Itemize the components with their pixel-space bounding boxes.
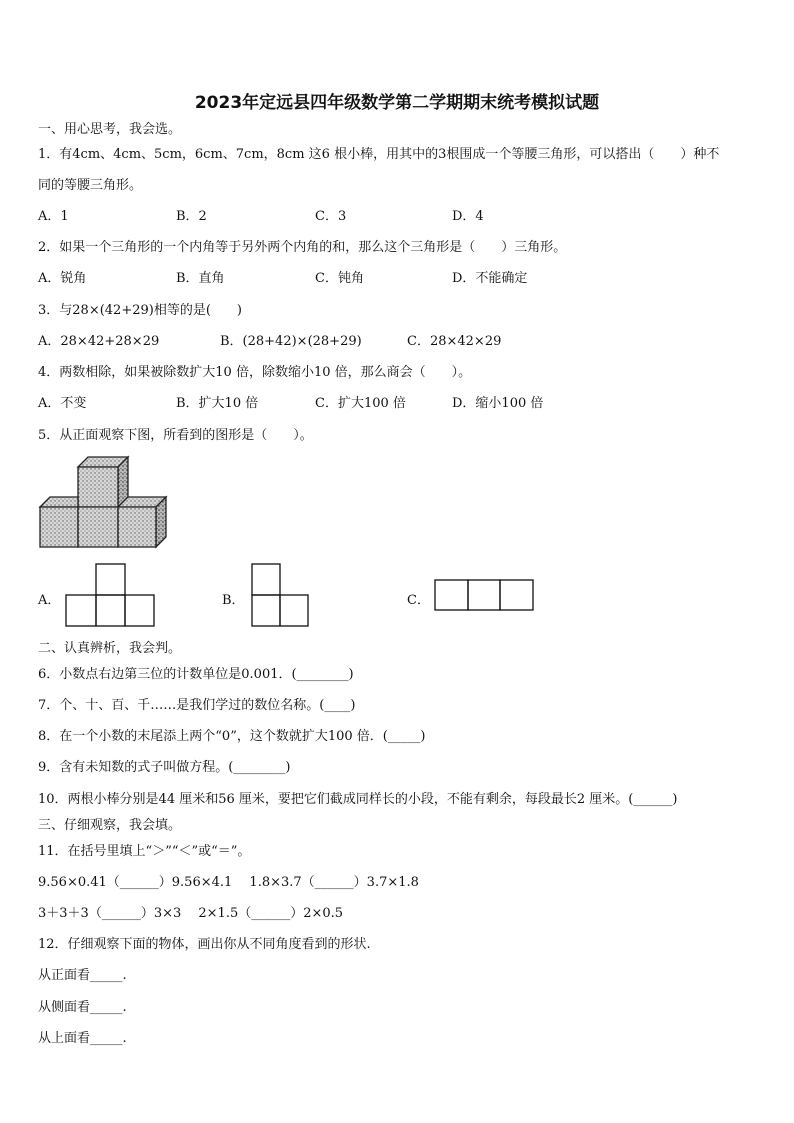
q4-option-c: C．扩大100 倍 bbox=[315, 396, 406, 411]
question-12: 12．仔细观察下面的物体，画出你从不同角度看到的形状. bbox=[38, 937, 371, 952]
page-title: 2023年定远县四年级数学第二学期期末统考模拟试题 bbox=[194, 93, 600, 113]
section-1-heading: 一、用心思考，我会选。 bbox=[38, 122, 182, 137]
q2-option-d: D．不能确定 bbox=[452, 271, 528, 286]
question-12-top: 从上面看_____. bbox=[38, 1031, 127, 1046]
question-6: 6．小数点右边第三位的计数单位是0.001．(________) bbox=[38, 667, 354, 682]
q5-option-c-figure bbox=[433, 578, 535, 612]
q5-option-a-label: A． bbox=[38, 593, 61, 608]
q2-option-b: B．直角 bbox=[176, 271, 225, 286]
q5-option-c-label: C． bbox=[407, 593, 430, 608]
q5-option-a-figure bbox=[64, 562, 156, 628]
section-3-heading: 三、仔细观察，我会填。 bbox=[38, 818, 182, 833]
question-12-front: 从正面看_____. bbox=[38, 968, 127, 983]
question-9: 9．含有未知数的式子叫做方程。(________) bbox=[38, 760, 291, 775]
q1-option-a: A．1 bbox=[38, 209, 69, 224]
question-11: 11．在括号里填上“＞”“＜”或“＝”。 bbox=[38, 844, 251, 859]
q2-option-a: A．锐角 bbox=[38, 271, 87, 286]
question-3: 3．与28×(42+29)相等的是( ) bbox=[38, 303, 242, 318]
question-10: 10．两根小棒分别是44 厘米和56 厘米，要把它们截成同样长的小段，不能有剩余，每段最长2 厘米。(______) bbox=[38, 792, 678, 807]
question-7: 7．个、十、百、千……是我们学过的数位名称。(____) bbox=[38, 698, 356, 713]
question-4: 4．两数相除，如果被除数扩大10 倍，除数缩小10 倍，那么商会（ ）。 bbox=[38, 365, 472, 380]
question-2: 2．如果一个三角形的一个内角等于另外两个内角的和，那么这个三角形是（ ）三角形。 bbox=[38, 240, 567, 255]
question-11-row-2: 3＋3＋3（______）3×3 2×1.5（______）2×0.5 bbox=[38, 906, 344, 921]
question-11-row-1: 9.56×0.41（______）9.56×4.1 1.8×3.7（______）3.7×1.8 bbox=[38, 875, 419, 890]
q5-option-b-label: B． bbox=[222, 593, 245, 608]
section-2-heading: 二、认真辨析，我会判。 bbox=[38, 641, 182, 656]
q4-option-d: D．缩小100 倍 bbox=[452, 396, 544, 411]
question-5: 5．从正面观察下图，所看到的图形是（ ）。 bbox=[38, 428, 313, 443]
q3-option-a: A．28×42+28×29 bbox=[38, 334, 160, 349]
q4-option-b: B．扩大10 倍 bbox=[176, 396, 259, 411]
q3-option-c: C．28×42×29 bbox=[407, 334, 502, 349]
q2-option-c: C．钝角 bbox=[315, 271, 364, 286]
cube-stack-figure bbox=[38, 452, 168, 552]
q4-option-a: A．不变 bbox=[38, 396, 87, 411]
q5-option-b-figure bbox=[250, 562, 310, 628]
q1-option-d: D．4 bbox=[452, 209, 484, 224]
question-8: 8．在一个小数的末尾添上两个“0”，这个数就扩大100 倍．(_____) bbox=[38, 729, 426, 744]
question-1-line-1: 1．有4cm、4cm、5cm，6cm、7cm，8cm 这6 根小棒，用其中的3根围成一个等腰三角形，可以搭出（ ）种不 bbox=[38, 147, 720, 162]
q1-option-c: C．3 bbox=[315, 209, 347, 224]
q3-option-b: B．(28+42)×(28+29) bbox=[220, 334, 362, 349]
question-12-side: 从侧面看_____. bbox=[38, 1000, 127, 1015]
q1-option-b: B．2 bbox=[176, 209, 207, 224]
question-1-line-2: 同的等腰三角形。 bbox=[38, 178, 143, 193]
